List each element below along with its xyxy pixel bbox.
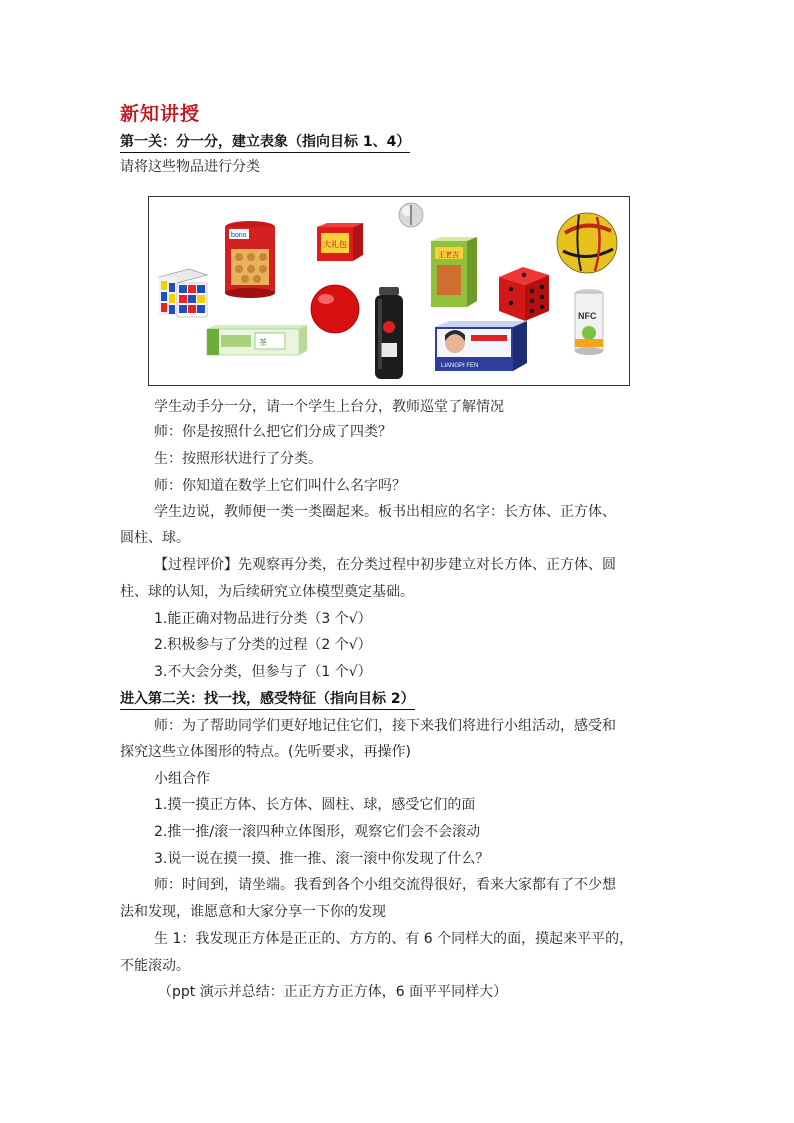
task-item-1: 1.摸一摸正方体、长方体、圆柱、球，感受它们的面 xyxy=(154,797,476,813)
nfc-can-image xyxy=(575,289,603,355)
level1-p1: 学生动手分一分，请一个学生上台分，教师巡堂了解情况 xyxy=(154,399,504,415)
liangpi-label: LIANGPI FEN xyxy=(441,363,479,369)
biscuit-tin-image xyxy=(225,221,275,298)
soccer-ball-image xyxy=(557,213,617,273)
red-die-image xyxy=(499,267,549,321)
rubiks-cube-image xyxy=(159,269,207,317)
svg-text:王老吉: 王老吉 xyxy=(438,252,459,259)
objects-illustration xyxy=(149,197,629,385)
instruction-text: 请将这些物品进行分类 xyxy=(120,159,260,175)
red-ball-image xyxy=(311,285,359,333)
section-title: 新知讲授 xyxy=(120,103,201,125)
gift-box-label: 大礼包 xyxy=(323,240,347,249)
evaluation-item-1: 1.能正确对物品进行分类（3 个√） xyxy=(154,611,372,627)
svg-text:茶: 茶 xyxy=(259,338,267,347)
objects-figure xyxy=(148,196,630,386)
level2-p4-line1: 生 1：我发现正方体是正正的、方方的、有 6 个同样大的面，摸起来平平的， xyxy=(154,931,634,947)
level1-p4: 师：你知道在数学上它们叫什么名字吗？ xyxy=(154,478,406,494)
level1-p2: 师：你是按照什么把它们分成了四类？ xyxy=(154,424,392,440)
evaluation-item-2: 2.积极参与了分类的过程（2 个√） xyxy=(154,637,372,653)
level2-heading: 进入第二关：找一找，感受特征（指向目标 2） xyxy=(120,688,415,710)
task-item-2: 2.推一推/滚一滚四种立体图形，观察它们会不会滚动 xyxy=(154,824,481,840)
level1-p5-line1: 学生边说，教师便一类一类圈起来。板书出相应的名字：长方体、正方体、 xyxy=(154,504,616,520)
liangpi-box-image xyxy=(435,321,527,371)
nfc-label: NFC xyxy=(578,311,597,321)
black-bottle-image xyxy=(375,287,403,379)
gift-box-image xyxy=(317,223,363,261)
level2-p4-line2: 不能滚动。 xyxy=(120,958,190,974)
process-evaluation-line2: 柱、球的认知，为后续研究立体模型奠定基础。 xyxy=(120,584,414,600)
level1-p3: 生：按照形状进行了分类。 xyxy=(154,451,322,467)
silver-ball-image xyxy=(399,203,423,227)
level1-heading: 第一关：分一分，建立表象（指向目标 1、4） xyxy=(120,131,410,153)
task-item-3: 3.说一说在摸一摸、推一推、滚一滚中你发现了什么？ xyxy=(154,851,490,867)
biscuit-brand-label: bono xyxy=(231,232,247,239)
group-work-label: 小组合作 xyxy=(154,771,210,787)
long-box-image xyxy=(207,325,307,355)
level2-p3-line1: 师：时间到，请坐端。我看到各个小组交流得很好，看来大家都有了不少想 xyxy=(154,877,616,893)
level1-p5-line2: 圆柱、球。 xyxy=(120,530,190,546)
ppt-summary: （ppt 演示并总结：正正方方正方体，6 面平平同样大） xyxy=(158,984,508,1000)
process-evaluation-line1: 【过程评价】先观察再分类，在分类过程中初步建立对长方体、正方体、圆 xyxy=(154,557,616,573)
juice-carton-image xyxy=(431,237,477,307)
level2-p1-line1: 师：为了帮助同学们更好地记住它们，接下来我们将进行小组活动，感受和 xyxy=(154,718,616,734)
level2-p1-line2: 探究这些立体图形的特点。(先听要求，再操作) xyxy=(120,744,411,760)
level2-p3-line2: 法和发现，谁愿意和大家分享一下你的发现 xyxy=(120,904,386,920)
evaluation-item-3: 3.不大会分类，但参与了（1 个√） xyxy=(154,664,372,680)
